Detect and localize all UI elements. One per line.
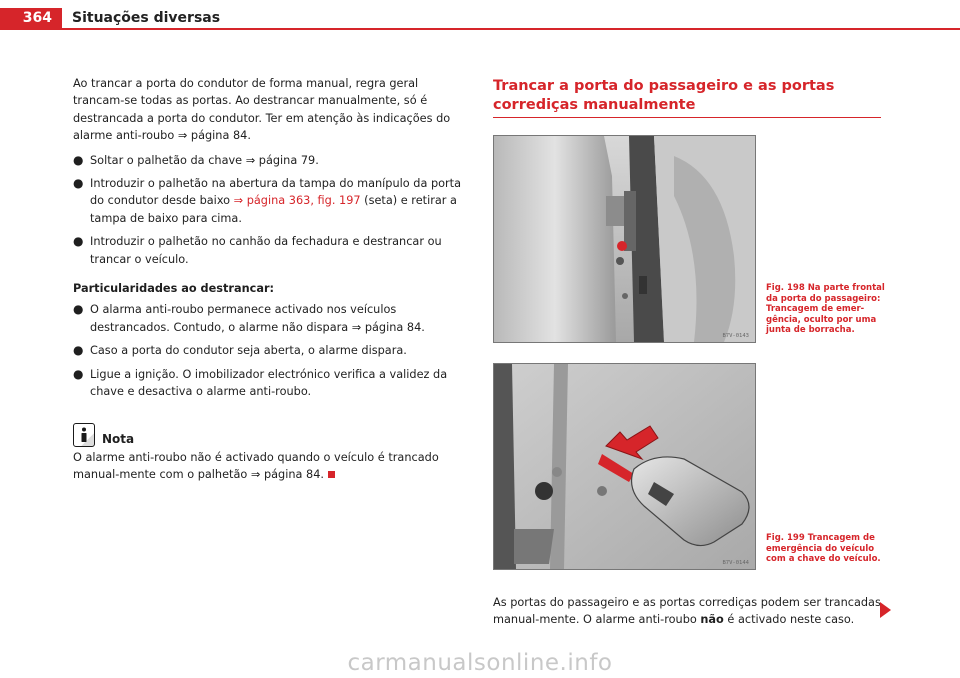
figure-198-image: [493, 135, 756, 343]
bottom-text-pre: As portas do passageiro e as portas corrediças podem ser trancadas manual-mente. O alarme anti-roubo: [493, 596, 881, 627]
step-item: [73, 175, 463, 227]
step-text: Soltar o palhetão da chave ⇒ página 79.: [90, 153, 319, 167]
bullet-icon: ●: [73, 366, 84, 381]
bullet-icon: ●: [73, 152, 84, 167]
bottom-text-post: é activado neste caso.: [723, 613, 855, 627]
figure-199-caption: Fig. 199 Trancagem de emergência do veículo com a chave do veículo.: [766, 533, 881, 564]
right-section-title: Trancar a porta do passageiro e as portas corrediças manualmente: [493, 78, 835, 113]
watermark: carmanualsonline.info: [347, 650, 613, 676]
step-text: Introduzir o palhetão na abertura da tampa do manípulo da porta do condutor desde baixo: [90, 177, 462, 208]
note-header: [73, 421, 463, 447]
page-number: 364: [0, 8, 62, 29]
key-lock-illustration: [494, 364, 755, 569]
door-hinge-illustration: [494, 136, 755, 342]
left-column: [73, 75, 463, 483]
step-item: [73, 233, 463, 268]
info-glyph-icon: [78, 427, 90, 443]
figure-code: B7V-0143: [722, 333, 749, 339]
figure-code: B7V-0144: [722, 560, 749, 566]
list-item: [73, 366, 463, 401]
subheading: Particularidades ao destrancar:: [73, 282, 275, 296]
list-item: [73, 301, 463, 336]
list-item: [73, 342, 463, 359]
bullet-icon: ●: [73, 176, 84, 191]
figure-199-image: [493, 363, 756, 570]
bottom-text-bold: não: [700, 613, 724, 627]
note-text-wrap: [73, 449, 463, 484]
bullet-icon: ●: [73, 234, 84, 249]
info-icon: [73, 423, 95, 447]
bullet-icon: ●: [73, 343, 84, 358]
note-title: Nota: [102, 431, 135, 446]
title-rule: [493, 117, 881, 118]
list-item-text: Caso a porta do condutor seja aberta, o alarme dispara.: [90, 344, 407, 358]
list-item-text: O alarma anti-roubo permanece activado nos veículos destrancados. Contudo, o alarme não dispara ⇒ página 84.: [90, 303, 425, 334]
step-item: [73, 152, 463, 169]
step-text-post: (seta) e retirar a tampa de baixo para cima.: [90, 194, 457, 225]
list-item-text: Ligue a ignição. O imobilizador electrónico verifica a validez da chave e desactiva o alarme anti-roubo.: [90, 367, 448, 399]
end-mark-icon: [328, 471, 335, 478]
note-text: O alarme anti-roubo não é activado quando o veículo é trancado manual-mente com o palhetão ⇒ página 84.: [73, 450, 439, 481]
bottom-paragraph: [493, 594, 888, 629]
figure-198-caption: Fig. 198 Na parte frontal da porta do passageiro: Trancagem de emer-gência, oculto por uma junta de borracha.: [766, 283, 885, 335]
section-title: Situações diversas: [72, 10, 221, 26]
next-page-arrow-icon[interactable]: [880, 602, 891, 618]
intro-paragraph: Ao trancar a porta do condutor de forma manual, regra geral trancam-se todas as portas. Ao destrancar manualmente, só é destrancada a porta do condutor. Ter em atenção às indicações do alarme anti-roubo ⇒ página 84.: [73, 77, 451, 143]
note-box: [73, 421, 463, 484]
bullet-icon: ●: [73, 302, 84, 317]
header-rule: [0, 28, 960, 30]
step-text: Introduzir o palhetão no canhão da fechadura e destrancar ou trancar o veículo.: [90, 235, 442, 266]
figure-link[interactable]: ⇒ página 363, fig. 197: [233, 194, 361, 208]
